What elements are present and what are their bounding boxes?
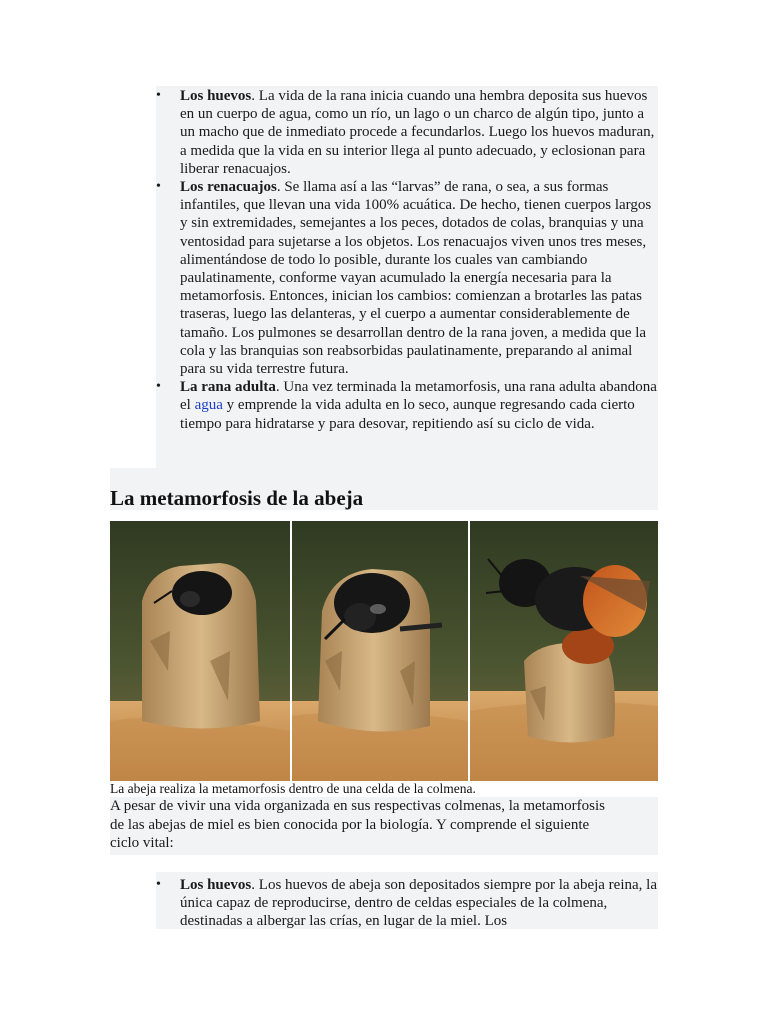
figure-caption: La abeja realiza la metamorfosis dentro de una celda de la colmena. (110, 781, 476, 796)
list-item (156, 178, 660, 378)
list-item-text: . Los huevos de abeja son depositados siempre por la abeja reina, la única capaz de reproducirse, dentro de celdas especiales de la colmena, destinadas a albergar las crías, en lugar de la miel. Los (180, 877, 657, 930)
list-item-text: . Una vez terminada la metamorfosis, una rana adulta abandona el (180, 379, 657, 414)
agua-link[interactable]: agua (194, 397, 223, 414)
photo-panel-2 (291, 521, 469, 781)
frog-stages-list (156, 87, 660, 433)
list-item-text: . La vida de la rana inicia cuando una hembra deposita sus huevos en un cuerpo de agua, como un río, un lago o un charco de algún tipo, junto a un macho que de inmediato procede a fecundarlos. Luego los huevos maduran, a medida que la vida en su interior llega al punto adecuado, y eclosionan para liberar renacuajos. (180, 88, 655, 177)
bee-emergence-photo (110, 521, 658, 781)
bullet-icon: • (156, 88, 161, 103)
list-item-term: La rana adulta (180, 379, 276, 396)
list-item (156, 87, 660, 178)
list-item-term: Los renacuajos (180, 179, 277, 196)
list-item-text: y emprende la vida adulta en lo seco, aunque regresando cada cierto tiempo para hidratarse y para desovar, repitiendo así su ciclo de vida. (180, 397, 635, 432)
list-item (156, 378, 660, 433)
list-item-term: Los huevos (180, 877, 252, 893)
bee-stages-list (156, 876, 660, 931)
photo-panel-3 (469, 521, 658, 781)
list-item-term: Los huevos (180, 88, 252, 104)
bullet-icon: • (156, 877, 161, 892)
section-heading: La metamorfosis de la abeja (110, 486, 364, 510)
bullet-icon: • (156, 379, 161, 395)
bullet-icon: • (156, 179, 161, 195)
list-item (156, 876, 660, 931)
list-item-text: . Se llama así a las “larvas” de rana, o sea, a sus formas infantiles, que llevan una vida 100% acuática. De hecho, tienen cuerpos largos y sin extremidades, semejantes a los peces, dotados de colas, branquias y una ventosidad para sujetarse a los objetos. Los renacuajos viven unos tres meses, alimentándose de todo lo posible, durante los cuales van cambiando paulatinamente, conforme vayan acumulado la energía necesaria para la metamorfosis. Entonces, inician los cambios: comienzan a brotarles las patas traseras, luego las delanteras, y el cuerpo a aumentar considerablemente de tamaño. Los pulmones se desarrollan dentro de la rana joven, a medida que la cola y las branquias son reabsorbidas paulatinamente, preparando al animal para su vida terrestre futura. (180, 179, 652, 378)
intro-paragraph: A pesar de vivir una vida organizada en sus respectivas colmenas, la metamorfosis de las abejas de miel es bien conocida por la biología. Y comprende el siguiente ciclo vital: (110, 798, 605, 851)
photo-panel-1 (110, 521, 291, 781)
